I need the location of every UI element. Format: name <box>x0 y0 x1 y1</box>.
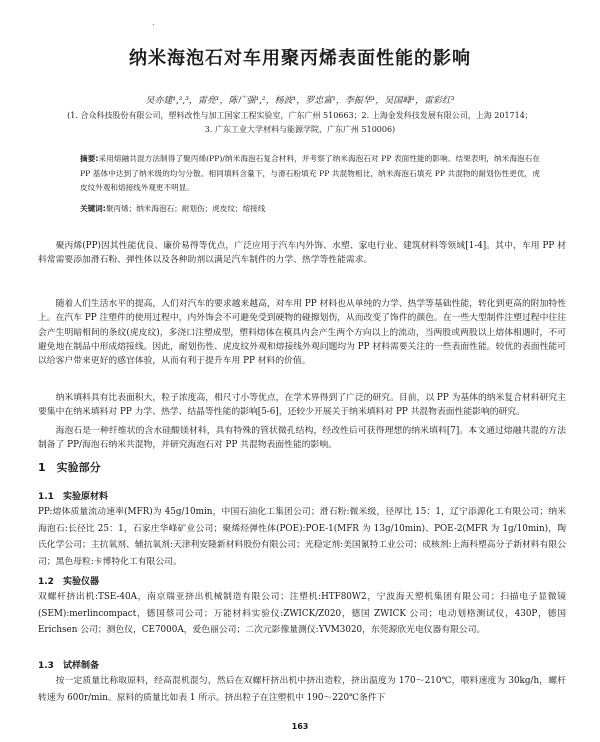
subsection-heading-materials: 1.1 实验原材料 <box>38 492 108 502</box>
paragraph-intro-3: 纳米填料具有比表面积大，粒子浓度高，相尺寸小等优点，在学术界得到了广泛的研究。目前，以 PP 为基体的纳米复合材料研究主要集中在纳米填料对 PP 力学、热学、结晶等性能的影响[5-6]，还较少开展关于纳米填料对 PP 共混物表面性能影响的研究。 <box>38 393 566 418</box>
abstract-text: 采用熔融共混方法制得了聚丙烯(PP)/纳米海泡石复合材料，并考察了纳米海泡石对 PP 表面性能的影响。结果表明，纳米海泡石在 PP 基体中达到了纳米级的均匀分散。相同填料含量下，与滑石粉填充 PP 共混物相比，纳米海泡石填充 PP 共混物的耐划伤性更优，虎皮纹外观和熔接线外观更不明显。 <box>80 154 540 192</box>
header-mark: . <box>152 18 155 27</box>
subsection-heading-samples: 1.3 试样制备 <box>38 661 99 671</box>
paragraph-intro-1: 聚丙烯(PP)因其性能优良、廉价易得等优点，广泛应用于汽车内外饰、水塑、家电行业、建筑材料等领域[1-4]。其中，车用 PP 材料常需要添加滑石粉、弹性体以及各种助剂以满足汽车制件的力学、热学等性能需求。 <box>38 241 566 266</box>
affiliation-line-1: (1. 合众科技股份有限公司，塑料改性与加工国家工程实验室，广东广州 510663；2. 上海金发科技发展有限公司，上海 201714； <box>67 111 533 120</box>
keywords-text: 聚丙烯；纳米海泡石；耐划伤；虎皮纹；熔接线 <box>105 204 266 213</box>
subsection-heading-instruments: 1.2 实验仪器 <box>38 577 99 587</box>
author-list: 吴亦建¹,²,³，雷亮¹，陈广强¹,²，杨波¹，罗忠富¹，李振华¹，吴国峰¹，雷彩红³ <box>145 96 455 106</box>
keywords <box>80 203 540 214</box>
abstract <box>80 152 540 196</box>
instruments-text: 双螺杆挤出机:TSE-40A，南京瑞亚挤出机械制造有限公司；注塑机:HTF80W2，宁波海天塑机集团有限公司；扫描电子显微镜(SEM):merlincompact，德国蔡司公司；万能材料实验仪:ZWICK/Z020，德国 ZWICK 公司；电动划格测试仪，430P，德国 Erichsen 公司；测色仪，CE7000A，爱色丽公司；二次元影像量测仪:YVM3020，东莞源欣光电仪器有限公司。 <box>38 592 566 635</box>
affiliation-line-2: 3. 广东工业大学材料与能源学院，广东广州 510006) <box>204 125 396 134</box>
paper-title: 纳米海泡石对车用聚丙烯表面性能的影响 <box>129 48 471 69</box>
samples-text: 按一定质量比称取原料，经高混机混匀，然后在双螺杆挤出机中挤出造粒，挤出温度为 170～210℃，喂料速度为 30kg/h，螺杆转速为 600r/min。原料的质量比如表 1 所示。挤出粒子在注塑机中 190～220℃条件下 <box>38 676 566 703</box>
page-number: 163 <box>291 722 309 731</box>
materials-text: PP:熔体质量流动速率(MFR)为 45g/10min，中国石油化工集团公司；滑石粉:微米级，径厚比 15：1，辽宁添源化工有限公司；纳米海泡石:长径比 25：1，石家庄华峰矿业公司；聚烯烃弹性体(POE):POE-1(MFR 为 13g/10min)、POE-2(MFR 为 1g/10min)，陶氏化学公司；主抗氧剂、辅抗氧剂:天津利安隆新材料股份有限公司；光稳定剂:美国氰特工业公司；成核剂:上海科塑高分子新材料有限公司；黑色母粒:卡博特化工有限公司。 <box>38 507 566 567</box>
paragraph-intro-4: 海泡石是一种纤维状的含水硅酸镁材料，具有特殊的管状微孔结构，经改性后可获得理想的纳米填料[7]。本文通过熔融共混的方法制备了 PP/海泡石纳米共混物，并研究海泡石对 PP 共混物表面性能的影响。 <box>38 426 566 451</box>
keywords-label: 关键词: <box>80 204 106 213</box>
paragraph-intro-2: 随着人们生活水平的提高，人们对汽车的要求越来越高，对车用 PP 材料也从单纯的力学、热学等基础性能，转化到更高的附加特性上。在汽车 PP 注塑件的使用过程中，内外饰会不可避免受到硬物的碰擦划伤，从而改变了饰件的颜色。在一些大型制件注塑过程中往往会产生明暗相间的条纹(虎皮纹)，多浇口注塑成型，塑料熔体在模具内会产生两个方向以上的流动，当两股或两股以上熔体相遇时，不可避免地在制品中形成熔接线。因此，耐划伤性、虎皮纹外观和熔接线外观问题均为 PP 材料需要关注的一些表面性能。较优的表面性能可以给客户带来更好的感官体验，从而有利于提升车用 PP 材料的价值。 <box>38 299 566 367</box>
abstract-label: 摘要: <box>80 154 99 163</box>
section-heading-experiment: 1 实验部分 <box>38 461 101 474</box>
